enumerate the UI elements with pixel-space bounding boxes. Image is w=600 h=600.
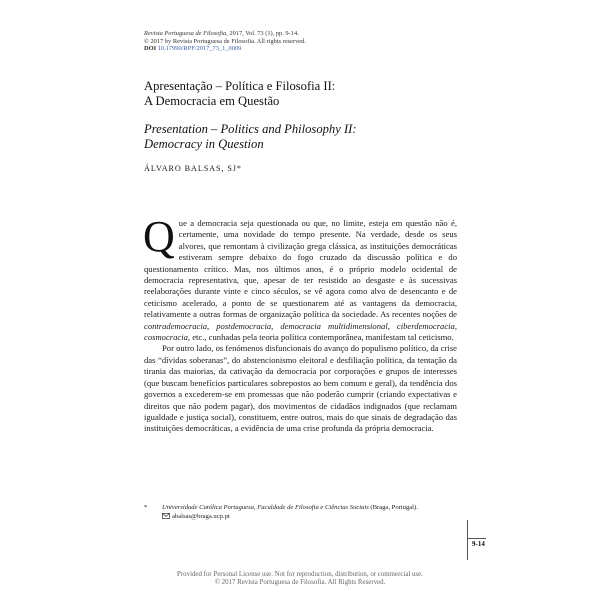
citation-line <box>144 30 306 38</box>
article-body <box>143 212 457 435</box>
page-number-rule-horizontal <box>468 538 486 539</box>
license-line-2: © 2017 Revista Portuguesa de Filosofia. All Rights Reserved. <box>214 579 386 587</box>
doi-label: DOI <box>144 45 157 53</box>
journal-header <box>144 30 306 53</box>
paragraph-1 <box>143 212 457 343</box>
title-en-line-2: Democracy in Question <box>144 136 264 151</box>
citation-details: , 2017, Vol. 73 (1), pp. 9-14. <box>226 30 299 37</box>
author-footnote <box>144 503 464 522</box>
doi-link[interactable]: 10.17990/RPF/2017_73_1_0009 <box>157 45 242 53</box>
paragraph-1-text-b: , etc., cunhadas pela teoria política contemporânea, manifestam tal ceticismo. <box>187 332 454 343</box>
paragraph-1-italic-terms: contrademocracia, postdemocracia, democracia multidimensional, ciberdemocracia, cosmocracia <box>144 320 457 343</box>
title-en-line-1: Presentation – Politics and Philosophy II: <box>144 122 357 136</box>
article-title-portuguese <box>144 79 464 108</box>
footnote-institution: Universidade Católica Portuguesa, Faculdade de Filosofia e Ciências Sociais <box>162 504 369 511</box>
title-pt-line-1: Apresentação – Política e Filosofia II: <box>144 79 336 93</box>
footnote-affiliation <box>144 503 464 512</box>
paragraph-2: Por outro lado, os fenómenos disfuncionais do avanço do populismo político, da crise das “dívidas soberanas”, do abstencionismo eleitoral e desfiliação política, da tentação da tirania das maiorias, da cativação da democracia por corporações e grupos de interesses (que buscam benefícios particulares sobrepostos ao bem comum e geral), da tendência dos governos a excederem-se em promessas que não poderão cumprir (criando expectativas e direitos que não podem pagar), dos movimentos de cidadãos indignados (que reclamam igualdade e justiça social), constituem, entre outros, mais do que sinais de degradação das instituições democráticas, a evidência de uma crise profunda da própria democracia. <box>144 343 457 434</box>
footnote-email-line <box>144 512 464 522</box>
copyright-line: © 2017 by Revista Portuguesa de Filosofia. All rights reserved. <box>144 37 306 45</box>
license-line-1: Provided for Personal License use. Not for reproduction, distribution, or commercial use. <box>177 571 423 578</box>
footnote-mark: * <box>144 504 148 511</box>
footnote-location: (Braga, Portugal). <box>368 504 418 511</box>
journal-name: Revista Portuguesa de Filosofia <box>144 30 227 37</box>
doi-line <box>144 45 306 53</box>
license-notice <box>0 571 600 587</box>
author-name: ÁLVARO BALSAS, SJ* <box>144 164 242 173</box>
envelope-icon <box>162 513 170 522</box>
paragraph-1-text-a: ue a democracia seja questionada ou que, no limite, esteja em questão não é, certamente, uma novidade do tempo presente. Na verdade, desde os seus alvores, que remontam à civilização grega clássica, as instituições democráticas estiveram sempre debaixo do fogo cruzado da discussão política e do questionamento crítico. Mas, nos últimos anos, é o próprio modelo ocidental de democracia representativa, que, apesar de ter resistido ao desgaste e às sucessivas reelaborações durante vinte e cinco séculos, se vê agora como alvo de desencanto e de ceticismo acelerado, a ponto de se questionarem até as vantagens da democracia, relativamente a outras formas de organização política da sociedade. As recentes noções de <box>144 218 457 320</box>
article-title-english <box>144 122 464 151</box>
page-number: 9-14 <box>472 540 485 548</box>
page-number-rule-vertical <box>467 520 468 560</box>
author-email[interactable]: abalsas@braga.ucp.pt <box>172 513 230 521</box>
drop-cap: Q <box>143 212 175 261</box>
title-pt-line-2: A Democracia em Questão <box>144 93 280 108</box>
